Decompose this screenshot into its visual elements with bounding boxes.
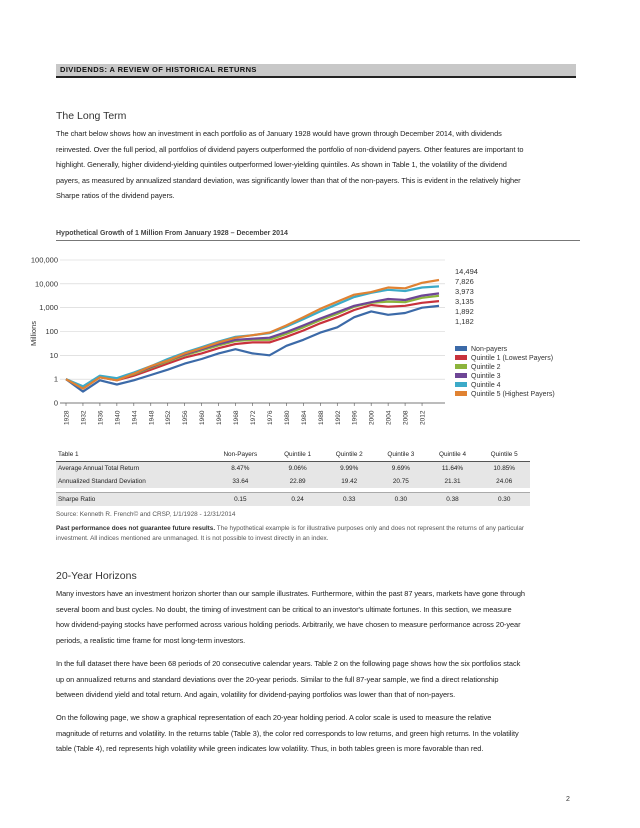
table-header: Non-Payers [209,448,272,462]
table-header: Quintile 4 [427,448,479,462]
x-tick-label: 1964 [216,410,224,425]
table-cell: 10.85% [478,462,530,476]
table-cell: Annualized Standard Deviation [56,475,209,488]
x-tick-label: 2012 [419,410,427,425]
x-tick-label: 2004 [385,410,393,425]
x-tick-label: 1948 [148,410,156,425]
table-cell: 0.15 [209,493,272,507]
table-cell: 19.42 [323,475,375,488]
x-tick-label: 1960 [199,410,207,425]
section-heading-long-term: The Long Term [56,110,127,122]
legend-label: Quintile 1 (Lowest Payers) [471,355,554,362]
header-title: DIVIDENDS: A REVIEW OF HISTORICAL RETURNS [60,65,257,74]
x-tick-label: 1936 [97,410,105,425]
x-tick-label: 1976 [266,410,274,425]
table-cell: 9.06% [272,462,324,476]
table-row [56,462,530,476]
table-cell: 8.47% [209,462,272,476]
end-value-label: 3,973 [455,287,474,296]
table-header: Quintile 1 [272,448,324,462]
growth-chart [30,245,590,440]
legend-swatch [455,346,467,351]
y-tick-label: 10,000 [35,279,58,289]
x-tick-label: 1944 [131,410,139,425]
x-tick-label: 1996 [351,410,359,425]
table-cell: Average Annual Total Return [56,462,209,476]
table-row [56,493,530,507]
x-tick-label: 1932 [80,410,88,425]
x-tick-label: 1952 [165,410,173,425]
source-note: Source: Kenneth R. French© and CRSP, 1/1/1928 - 12/31/2014 [56,511,236,518]
x-tick-label: 1940 [114,410,122,425]
x-tick-label: 1992 [334,410,342,425]
y-tick-label: 10 [49,350,58,360]
y-tick-label: 1 [53,374,58,384]
page-number: 2 [566,796,570,803]
x-tick-label: 1928 [63,410,71,425]
disclaimer [56,524,536,543]
table-header: Table 1 [56,448,209,462]
legend-label: Non-payers [471,346,508,353]
legend-label: Quintile 4 [471,382,501,389]
legend-swatch [455,382,467,387]
end-value-label: 7,826 [455,277,474,286]
section2-paragraph-1: Many investors have an investment horizon shorter than our sample illustrates. Furthermore, within the past 87 years, markets have gone through several boom and bust cycles. No doubt, the timing of investment can be critical to an investor's ultimate fortunes. In this section, we measure how dividend-paying stocks have performed across various holding periods. Arbitrarily, we have chosen to measure performance across 20-year periods, a realistic time frame for most long-term investors. [56,589,525,645]
y-tick-label: 1,000 [39,303,58,313]
table-cell: 21.31 [427,475,479,488]
table-cell: 20.75 [375,475,427,488]
section2-paragraph-3: On the following page, we show a graphical representation of each 20-year holding period. A color scale is used to measure the relative magnitude of returns and volatility. In the returns table (Table 3), the color red corresponds to low returns, and green high returns. In the volatility table (Table 4), red represents high volatility while green indicates low volatility. Thus, in both tables green is more favorable than red. [56,713,519,753]
y-tick-label: 100,000 [30,255,58,265]
table-cell: 0.24 [272,493,324,507]
table-header: Quintile 5 [478,448,530,462]
y-tick-label: 0 [53,398,58,408]
series-line [66,280,439,389]
table-cell: 0.38 [427,493,479,507]
table-cell: 9.99% [323,462,375,476]
x-tick-label: 1988 [317,410,325,425]
x-tick-label: 1980 [283,410,291,425]
table-cell: 11.64% [427,462,479,476]
table-cell: 0.33 [323,493,375,507]
x-tick-label: 2008 [402,410,410,425]
end-value-label: 1,892 [455,307,474,316]
x-tick-label: 2000 [368,410,376,425]
legend-label: Quintile 2 [471,364,501,371]
disclaimer-bold: Past performance does not guarantee future results. [56,525,216,532]
y-axis-label: Millions [29,320,38,347]
table-row [56,475,530,488]
end-value-label: 1,182 [455,317,474,326]
section2-paragraph-2: In the full dataset there have been 68 periods of 20 consecutive calendar years. Table 2 on the following page shows how the six portfolios stack up on annualized returns and standard deviations over the 20-year periods. Similar to the full 87-year sample, we find a direct relationship between dividend yield and total return. And again, volatility for dividend-paying portfolios was lower than that of non-payers. [56,659,521,699]
table-cell: 9.69% [375,462,427,476]
legend-label: Quintile 5 (Highest Payers) [471,391,555,398]
table-cell: 0.30 [375,493,427,507]
table-cell: Sharpe Ratio [56,493,209,507]
legend-swatch [455,391,467,396]
section-heading-20-year: 20-Year Horizons [56,570,137,582]
table-header: Quintile 2 [323,448,375,462]
end-value-label: 14,494 [455,267,478,276]
legend-swatch [455,364,467,369]
table-header: Quintile 3 [375,448,427,462]
x-tick-label: 1956 [182,410,190,425]
y-tick-label: 100 [45,327,58,336]
end-value-label: 3,135 [455,297,474,306]
header-bar [56,64,576,78]
section1-paragraph: The chart below shows how an investment in each portfolio as of January 1928 would have grown through December 2014, with dividends reinvested. Over the full period, all portfolios of dividend payers outperformed the portfolio of non-dividend payers. Other features are important to highlight. Generally, higher dividend-yielding quintiles outperformed lower-yielding quintiles. As shown in Table 1, the volatility of the dividend payers, as measured by annualized standard deviation, was significantly lower than that of the non-payers. This is evident in the relatively higher Sharpe ratios of the dividend payers. [56,129,524,200]
table-1 [56,448,530,506]
disclaimer-text: The hypothetical example is for illustrative purposes only and does not represent the returns of any particular investment. All indices mentioned are unmanaged. It is not possible to invest directly in an index. [56,525,525,542]
legend-swatch [455,373,467,378]
legend-label: Quintile 3 [471,373,501,380]
x-tick-label: 1968 [233,410,241,425]
table-cell: 33.64 [209,475,272,488]
legend-swatch [455,355,467,360]
chart-title: Hypothetical Growth of 1 Million From January 1928 – December 2014 [56,230,580,241]
table-cell: 24.06 [478,475,530,488]
table-cell: 22.89 [272,475,324,488]
x-tick-label: 1984 [300,410,308,425]
x-tick-label: 1972 [250,410,257,425]
table-cell: 0.30 [478,493,530,507]
